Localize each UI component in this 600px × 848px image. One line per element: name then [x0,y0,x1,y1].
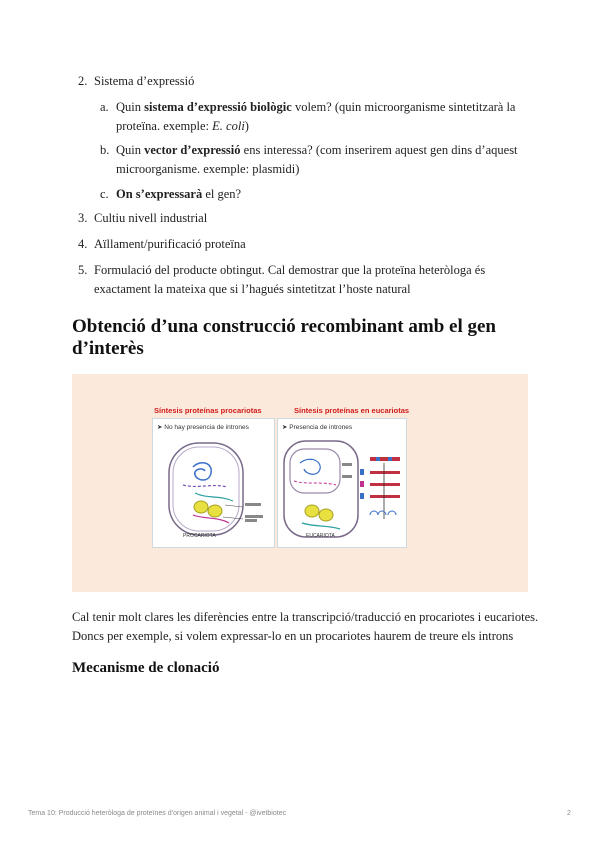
list-letter: c. [100,187,109,201]
figure-left-bullet-text: No hay presencia de intrones [164,424,249,431]
list-number: 5. [78,263,88,277]
list-number: 3. [78,211,88,225]
figure-right-bullet: ➤ Presencia de intrones [282,424,353,431]
section-title: Obtenció d’una construcció recombinant amb el gen d’interès [72,316,496,359]
subitem-a-line2-pre: proteïna. exemple: [116,119,213,133]
subitem-a-line2-post: ) [244,119,249,133]
subitem-a-italic: E. coli [212,119,245,133]
subitem-c-post: el gen? [202,187,242,201]
paragraph-line2: Doncs per exemple, si volem expressar-lo en un procariotes haurem de treure els introns [72,629,514,643]
subitem-c-bold: On s’expressarà [116,187,203,201]
subitem-a-pre: Quin [116,100,145,114]
subitem-a-post: volem? (quin microorganisme sintetitzarà la [291,100,516,114]
subitem-a-bold: sistema d’expressió biològic [144,100,292,114]
list-text-line1: Formulació del producte obtingut. Cal demostrar que la proteïna heteròloga és [94,263,486,277]
figure-left-title: Síntesis proteínas procariotas [154,406,262,415]
list-text: Sistema d’expressió [94,74,195,88]
figure-panel-prokaryote [152,418,275,548]
subitem-b-post: ens interessa? (com inserirem aquest gen dins d’aquest [240,143,518,157]
figure-panel-eukaryote [277,418,407,548]
prokaryote-cell-drawing [153,419,274,547]
subitem-b-line2: microorganisme. exemple: plasmidi) [116,162,300,176]
footer-text: Tema 10: Producció heteròloga de proteïnes d’origen animal i vegetal - @ivetbiotec [28,810,287,817]
figure-left-bullet: ➤ No hay presencia de intrones [157,424,249,431]
list-text: Cultiu nivell industrial [94,211,208,225]
figure-right-title: Síntesis proteínas en eucariotas [294,406,410,415]
list-text: Aïllament/purificació proteïna [94,237,246,251]
body-paragraph [72,608,542,646]
list-letter: b. [100,143,110,157]
eukaryote-cell-drawing [278,419,406,547]
list-letter: a. [100,100,109,114]
figure-box [72,374,528,592]
figure-right-caption: EUCARIOTA [306,533,335,539]
list-number: 2. [78,74,88,88]
figure-left-caption: PROCARIOTA [183,533,216,539]
list-text-line2: exactament la mateixa que si l’hagués sintetitzat l’hoste natural [94,282,411,296]
subitem-b-bold: vector d’expressió [144,143,241,157]
list-number: 4. [78,237,88,251]
paragraph-line1: Cal tenir molt clares les diferències entre la transcripció/traducció en procariotes i eucariotes. [72,610,539,624]
footer-page-number: 2 [567,810,571,817]
subitem-b-pre: Quin [116,143,145,157]
figure-right-bullet-text: Presencia de intrones [289,424,353,431]
subheading: Mecanisme de clonació [72,660,220,676]
